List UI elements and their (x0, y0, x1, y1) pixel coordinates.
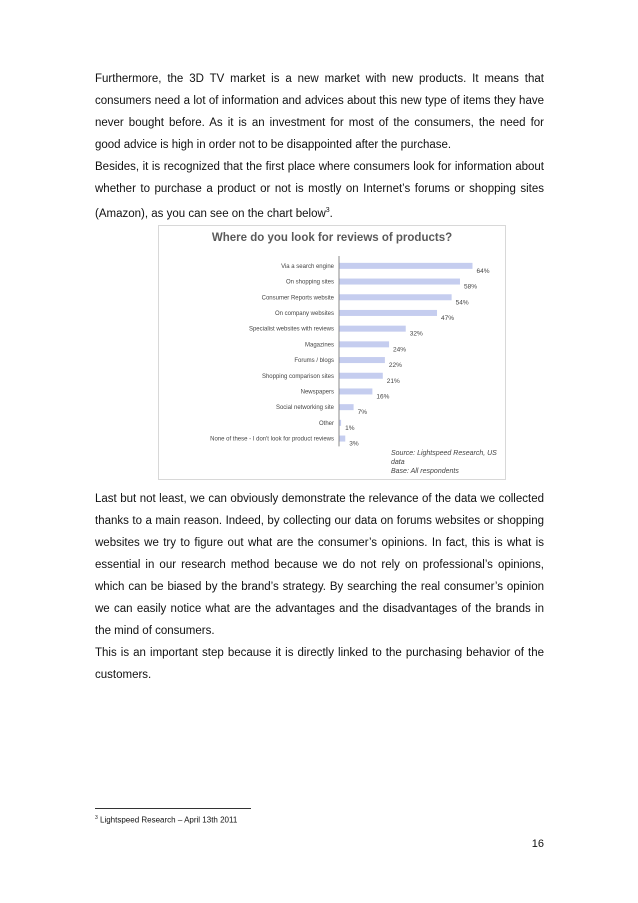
paragraph-conclusion: This is an important step because it is directly linked to the purchasing behavior of the customers. (95, 647, 544, 681)
chart-canvas (159, 226, 505, 479)
value-label: 16% (376, 393, 390, 401)
value-label: 21% (386, 377, 400, 385)
category-label: On shopping sites (285, 279, 334, 286)
category-label: Magazines (304, 342, 334, 349)
paragraph-consumer-sources-text: Besides, it is recognized that the first place where consumers look for information about whether to purchase a product or not is mostly on Internet’s forums or shopping sites (Amazon), as you can see on the chart below (95, 161, 544, 220)
paragraph-intro: Furthermore, the 3D TV market is a new market with new products. It means that consumers need a lot of information and advices about this new type of items they have never bought before. As it is an investment for most of the consumers, the need for good advice is high in order not to be disappointed after the purchase. (95, 73, 544, 151)
category-label: Other (318, 420, 334, 427)
footnote-divider (95, 808, 251, 809)
bar (339, 326, 406, 332)
category-label: Specialist websites with reviews (248, 326, 334, 333)
category-label: Consumer Reports website (261, 295, 334, 302)
footnote (95, 815, 237, 825)
bar (339, 436, 345, 442)
value-label: 47% (441, 314, 455, 322)
bar (339, 279, 460, 285)
footnote-number: 3 (95, 815, 98, 821)
bar (339, 263, 472, 269)
chart-title: Where do you look for reviews of products? (211, 232, 453, 244)
category-label: On company websites (274, 310, 334, 317)
category-label: Via a search engine (281, 263, 334, 270)
chart-source (391, 449, 505, 476)
paragraph-consumer-sources (95, 156, 544, 225)
paragraph-end-punctuation: . (329, 207, 333, 220)
category-label: Forums / blogs (294, 358, 334, 365)
value-label: 58% (463, 283, 477, 291)
footnote-reference: 3 (325, 207, 330, 214)
page-number: 16 (531, 838, 544, 850)
value-label: 7% (357, 409, 368, 417)
bar (339, 341, 389, 347)
chart-base-line: Base: All respondents (391, 468, 459, 475)
category-label: Newspapers (300, 389, 334, 396)
category-label: Shopping comparison sites (261, 373, 334, 380)
footnote-text: Lightspeed Research – April 13th 2011 (97, 815, 238, 825)
chart-source-line: Source: Lightspeed Research, US data (391, 450, 497, 466)
value-label: 32% (409, 330, 423, 338)
bar (339, 310, 437, 316)
bar (339, 388, 372, 394)
value-label: 24% (393, 346, 407, 354)
value-label: 64% (476, 267, 490, 275)
bar (339, 373, 383, 379)
reviews-bar-chart (158, 225, 506, 480)
bar (339, 404, 354, 410)
category-label: Social networking site (275, 405, 334, 412)
value-label: 22% (388, 362, 402, 370)
value-label: 1% (345, 424, 355, 432)
paragraph-data-relevance: Last but not least, we can obviously demonstrate the relevance of the data we collected thanks to a main reason. Indeed, by collecting our data on forums websites or shopping websites we try to figure out what are the consumer’s opinions. In fact, this is what is essential in our research method because we do not rely on professional’s opinions, which can be biased by the brand’s strategy. By searching the real consumer’s opinion we can easily notice what are the advantages and the disadvantages of the brands in the mind of consumers. (95, 493, 544, 637)
value-label: 54% (455, 299, 469, 307)
bar (339, 357, 385, 363)
bar (339, 294, 452, 300)
value-label: 3% (349, 440, 359, 448)
category-label: None of these - I don't look for product reviews (210, 436, 334, 443)
